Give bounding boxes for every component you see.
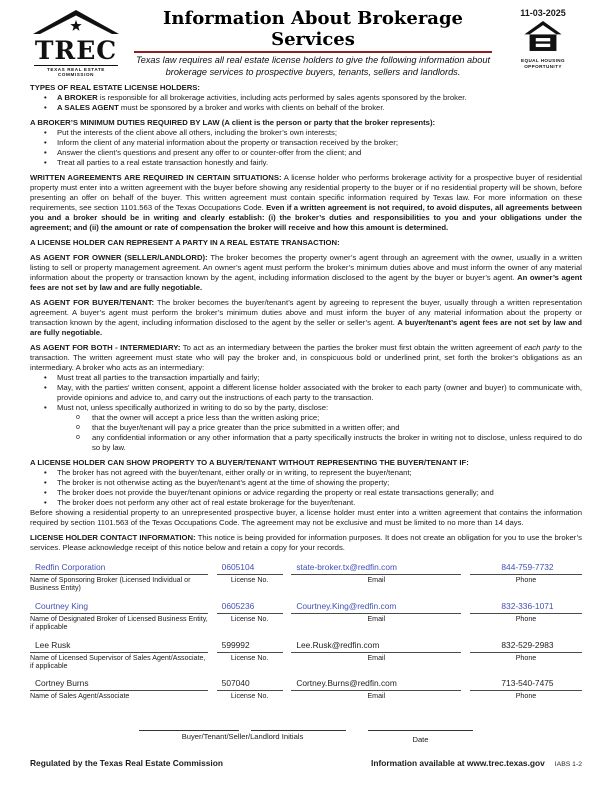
trec-roof-star-icon	[33, 10, 119, 34]
initials-line-1[interactable]	[139, 719, 239, 731]
broker-rest: is responsible for all brokerage activities, including acts performed by sales agents sponsored by the broker.	[97, 93, 467, 102]
written-bold-tail: Even if a written agreement is not required, to avoid disputes, all agreements between you and a broker should be in writing and clearly establish: (i) the broker’s duties and responsibilities to you and your obligations under the agreement; and (ii) the amount or rate of compensation the broker will receive and how this amount is determined.	[30, 203, 582, 232]
show-property-bullet-2: • The broker is not otherwise acting as the buyer/tenant’s agent at the time of showing the property;	[30, 478, 582, 488]
initials-label: Buyer/Tenant/Seller/Landlord Initials	[181, 731, 304, 741]
intermediary-body2: to the transaction. The written agreement must state who will pay the broker and, in conspicuous bold or underlined print, set forth the broker’s obligations as an intermediary. A broker who acts as an intermediary:	[30, 343, 582, 372]
form-header	[30, 8, 582, 78]
owner-bold-tail: An owner’s agent fees are not set by law and are fully negotiable.	[30, 273, 582, 292]
header-center	[122, 8, 504, 78]
contact-body: This notice is being provided for information purposes. It does not create an obligation for you to use the broker’s services. Please acknowledge receipt of this notice below and retain a copy for your records.	[30, 533, 582, 552]
intermediary-sub-bullet-3: o any confidential information or any other information that a party specifically instructs the broker in writing not to disclose, unless required to do so by law.	[30, 433, 582, 453]
supervisor-phone-field[interactable]: 832-529-2983	[470, 639, 582, 653]
designated-broker-email-field[interactable]: Courtney.King@redfin.com	[291, 600, 461, 614]
footer-info-link: Information available at www.trec.texas.gov	[371, 757, 545, 768]
types-bullet-sales-agent	[30, 103, 582, 113]
intermediary-lead: AS AGENT FOR BOTH - INTERMEDIARY:	[30, 343, 181, 352]
buyer-body: The broker becomes the buyer/tenant’s agent by agreeing to represent the buyer, usually through a written representation agreement. A buyer’s agent must perform the broker’s minimum duties above and must inform the buyer of any material information about the property or transaction known by the agent, including information disclosed to the agent by the seller or seller’s agent.	[30, 298, 582, 327]
written-lead: WRITTEN AGREEMENTS ARE REQUIRED IN CERTAIN SITUATIONS:	[30, 173, 282, 182]
represent-heading: A LICENSE HOLDER CAN REPRESENT A PARTY IN A REAL ESTATE TRANSACTION:	[30, 238, 340, 247]
designated-broker-phone-field[interactable]: 832-336-1071	[470, 600, 582, 614]
initials-line-2[interactable]	[251, 719, 346, 731]
broker-lead: A BROKER	[57, 93, 98, 102]
license-no-label: License No.	[230, 653, 269, 662]
show-property-bullet-1: • The broker has not agreed with the buyer/tenant, either orally or in writing, to represent the buyer/tenant;	[30, 468, 582, 478]
sales-agent-name-label: Name of Sales Agent/Associate	[30, 692, 130, 701]
show-property-bullet-4: • The broker does not perform any other act of real estate brokerage for the buyer/tenant.	[30, 498, 582, 508]
intermediary-paragraph	[30, 343, 582, 373]
designated-broker-license-field[interactable]: 0605236	[217, 600, 283, 614]
intermediary-body1: To act as an intermediary between the parties the broker must first obtain the written agreement of	[180, 343, 524, 352]
title-underline	[134, 51, 492, 53]
contact-table	[30, 561, 582, 701]
buyer-lead: AS AGENT FOR BUYER/TENANT:	[30, 298, 155, 307]
form-date: 11-03-2025	[520, 8, 566, 18]
supervisor-name-field[interactable]: Lee Rusk	[30, 639, 208, 653]
intermediary-sub-bullet-2: o that the buyer/tenant will pay a price greater than the price submitted in a written offer; and	[30, 423, 582, 433]
signature-section	[30, 719, 582, 745]
phone-label: Phone	[515, 692, 537, 701]
phone-label: Phone	[515, 614, 537, 623]
date-label: Date	[412, 734, 429, 744]
written-agreements-paragraph	[30, 173, 582, 233]
contact-row-supervisor	[30, 639, 582, 671]
types-bullet-broker	[30, 93, 582, 103]
trec-caption: TEXAS REAL ESTATE COMMISSION	[34, 65, 118, 77]
email-label: Email	[367, 692, 386, 701]
footer-regulated-by: Regulated by the Texas Real Estate Commission	[30, 757, 223, 768]
form-subtitle: Texas law requires all real estate license holders to give the following information about brokerage services to prospective buyers, tenants, sellers and landlords.	[135, 55, 491, 77]
license-no-label: License No.	[230, 576, 269, 584]
contact-info-paragraph	[30, 533, 582, 553]
eho-caption	[504, 58, 582, 69]
sponsoring-broker-name-label: Name of Sponsoring Broker (Licensed Individual or Business Entity)	[30, 576, 191, 593]
duties-bullet-4: • Treat all parties to a real estate transaction honestly and fairly.	[30, 158, 582, 168]
eho-caption-line1: EQUAL HOUSING	[521, 58, 565, 63]
phone-label: Phone	[515, 576, 537, 584]
equal-housing-icon	[524, 21, 562, 52]
contact-row-sponsoring-broker	[30, 561, 582, 593]
supervisor-license-field[interactable]: 599992	[217, 639, 283, 653]
form-code: IABS 1-2	[554, 760, 582, 768]
trec-logo	[30, 8, 122, 77]
supervisor-email-field[interactable]: Lee.Rusk@redfin.com	[291, 639, 461, 653]
sponsoring-broker-phone-field[interactable]: 844-759-7732	[470, 561, 582, 575]
header-right	[504, 8, 582, 69]
intermediary-bullet-1: • Must treat all parties to the transaction impartially and fairly;	[30, 373, 582, 383]
duties-bullet-2: • Inform the client of any material information about the property or transaction received by the broker;	[30, 138, 582, 148]
intermediary-sub-bullet-1: o that the owner will accept a price less than the written asking price;	[30, 413, 582, 423]
sales-agent-name-field[interactable]: Cortney Burns	[30, 677, 208, 691]
designated-broker-name-field[interactable]: Courtney King	[30, 600, 208, 614]
form-footer	[30, 758, 582, 770]
sales-agent-license-field[interactable]: 507040	[217, 677, 283, 691]
types-heading: TYPES OF REAL ESTATE LICENSE HOLDERS:	[30, 83, 200, 92]
sponsoring-broker-license-field[interactable]: 0605104	[217, 561, 283, 575]
intermediary-italic: each party	[523, 343, 560, 352]
sales-agent-phone-field[interactable]: 713-540-7475	[470, 677, 582, 691]
agent-buyer-paragraph	[30, 298, 582, 338]
designated-broker-name-label: Name of Designated Broker of Licensed Business Entity, if applicable	[30, 614, 208, 632]
contact-row-designated-broker	[30, 600, 582, 632]
email-label: Email	[367, 576, 386, 584]
intermediary-bullet-2: • May, with the parties’ written consent, appoint a different license holder associated with the broker to each party (owner and buyer) to communicate with, provide opinions and advice to, and carry out the instructions of each party to the transaction.	[30, 383, 582, 403]
show-property-heading: A LICENSE HOLDER CAN SHOW PROPERTY TO A BUYER/TENANT WITHOUT REPRESENTING THE BUYER/TENANT IF:	[30, 458, 469, 467]
show-property-bullet-3: • The broker does not provide the buyer/tenant opinions or advice regarding the property or real estate transactions generally; and	[30, 488, 582, 498]
contact-row-sales-agent	[30, 677, 582, 700]
initials-group	[139, 719, 346, 742]
sponsoring-broker-name-field[interactable]: Redfin Corporation	[30, 561, 208, 575]
email-label: Email	[367, 614, 386, 623]
license-no-label: License No.	[230, 614, 269, 623]
supervisor-name-label: Name of Licensed Supervisor of Sales Agent/Associate, if applicable	[30, 653, 206, 671]
phone-label: Phone	[515, 653, 537, 662]
owner-lead: AS AGENT FOR OWNER (SELLER/LANDLORD):	[30, 253, 208, 262]
sales-agent-rest: must be sponsored by a broker and works with clients on behalf of the broker.	[118, 103, 385, 112]
eho-caption-line2: OPPORTUNITY	[524, 63, 562, 69]
duties-bullet-1: • Put the interests of the client above all others, including the broker’s own interests;	[30, 128, 582, 138]
form-body	[30, 83, 582, 770]
show-property-after-paragraph: Before showing a residential property to an unrepresented prospective buyer, a license holder must enter into a written agreement that contains the information required by section 1101.563 of the Texas Occupations Code. The agreement may not be exclusive and must be limited to no more than 14 days.	[30, 508, 582, 527]
date-group	[368, 719, 473, 745]
buyer-bold-tail: A buyer/tenant’s agent fees are not set by law and are fully negotiable.	[30, 318, 582, 337]
trec-acronym: TREC	[34, 36, 118, 65]
sales-agent-email-field[interactable]: Cortney.Burns@redfin.com	[291, 677, 461, 691]
sales-agent-lead: A SALES AGENT	[57, 103, 119, 112]
contact-lead: LICENSE HOLDER CONTACT INFORMATION:	[30, 533, 196, 542]
email-label: Email	[367, 653, 386, 662]
sponsoring-broker-email-field[interactable]: state-broker.tx@redfin.com	[291, 561, 461, 575]
agent-owner-paragraph	[30, 253, 582, 293]
license-no-label: License No.	[230, 692, 269, 701]
written-body: A license holder who performs brokerage activity for a prospective buyer of residential property must enter into a written agreement with the buyer before showing any residential property to the buyer or if no residential property will be shown, before presenting an offer on behalf of the buyer. This written agreement must contain specific information required by Texas law. For more information on these requirements, see section 1101.563 of the Texas Occupations Code.	[30, 173, 582, 212]
duties-heading: A BROKER’S MINIMUM DUTIES REQUIRED BY LAW (A client is the person or party that the broker represents):	[30, 118, 436, 127]
intermediary-bullet-3: • Must not, unless specifically authorized in writing to do so by the party, disclose:	[30, 403, 582, 413]
duties-bullet-3: • Answer the client’s questions and present any offer to or counter-offer from the client; and	[30, 148, 582, 158]
date-line[interactable]	[368, 719, 473, 731]
form-title: Information About Brokerage Services	[163, 8, 463, 50]
owner-body: The broker becomes the property owner’s agent through an agreement with the owner, usually in a written listing to sell or property management agreement. An owner’s agent must perform the broker’s minimum duties above and must inform the owner of any material information about the property or transaction known by the agent, including information disclosed to the agent by the buyer or buyer’s agent.	[30, 253, 583, 282]
